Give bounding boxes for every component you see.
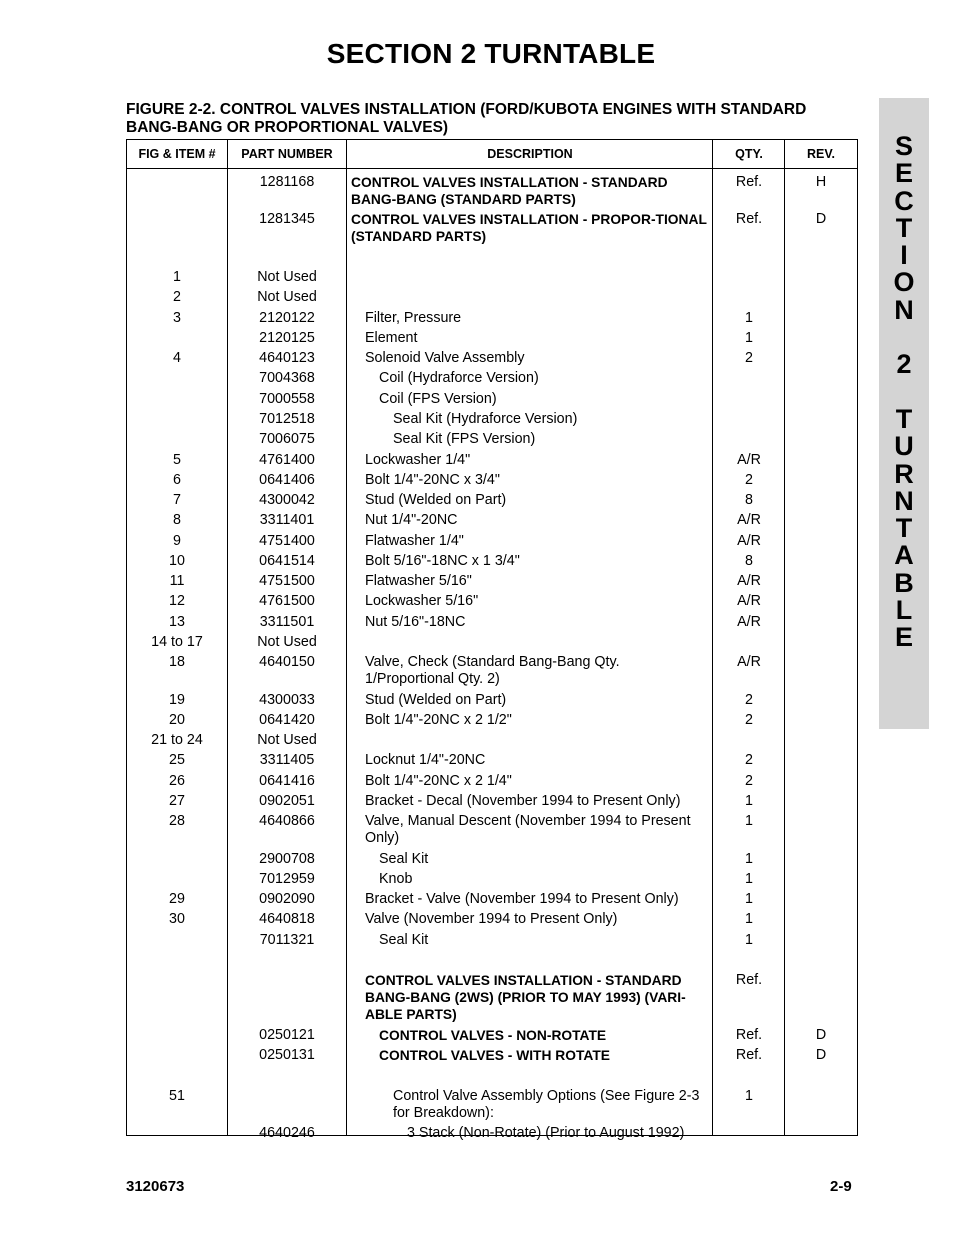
part-number-cell: 1281168 <box>259 174 315 190</box>
qty-cell: A/R <box>737 533 761 549</box>
page-number: 2-9 <box>830 1178 852 1195</box>
part-number-cell: 0641514 <box>259 553 315 569</box>
qty-cell: 8 <box>745 553 753 569</box>
part-number-cell: 4640866 <box>259 813 315 829</box>
part-number-cell: 1281345 <box>259 211 315 227</box>
description-cell: Control Valve Assembly Options (See Figure 2-3 for Breakdown): <box>393 1088 700 1121</box>
side-tab-letter: B <box>894 567 914 598</box>
part-number-cell: 0641416 <box>259 773 315 789</box>
fig-item-cell: 20 <box>169 712 185 728</box>
part-number-cell: 7000558 <box>259 391 315 407</box>
description-cell: Filter, Pressure <box>365 310 462 326</box>
side-tab-letter: I <box>900 240 908 271</box>
part-number-cell: 4640246 <box>259 1125 315 1141</box>
side-tab-letter: L <box>895 595 913 626</box>
qty-cell: 2 <box>745 472 753 488</box>
part-number-cell: 4761500 <box>259 593 315 609</box>
qty-cell: Ref. <box>735 211 763 227</box>
part-number-cell: 7004368 <box>259 370 315 386</box>
description-cell: CONTROL VALVES INSTALLATION - STANDARD BANG-BANG (2WS) (PRIOR TO MAY 1993) (VARI-ABLE PARTS) <box>365 973 686 1022</box>
qty-cell: A/R <box>737 654 761 670</box>
document-number: 3120673 <box>126 1178 185 1195</box>
figure-title: FIGURE 2-2. CONTROL VALVES INSTALLATION (FORD/KUBOTA ENGINES WITH STANDARD BANG-BANG OR PROPORTIONAL VALVES) <box>126 101 807 136</box>
fig-item-cell: 2 <box>173 289 181 305</box>
fig-item-cell: 18 <box>169 654 185 670</box>
description-cell: Seal Kit <box>379 932 429 948</box>
qty-cell: Ref. <box>735 174 763 190</box>
qty-cell: 1 <box>745 932 753 948</box>
part-number-cell: 2120122 <box>259 310 315 326</box>
part-number-cell: 4300042 <box>259 492 315 508</box>
description-cell: Coil (FPS Version) <box>379 391 497 407</box>
qty-cell: 2 <box>745 752 753 768</box>
side-tab-letter: C <box>894 185 914 216</box>
part-number-cell: 0641420 <box>259 712 315 728</box>
fig-item-cell: 4 <box>173 350 181 366</box>
fig-item-cell: 25 <box>169 752 185 768</box>
part-number-cell: 7011321 <box>259 932 315 948</box>
part-number-cell: 4761400 <box>259 452 315 468</box>
part-number-cell: 3311405 <box>259 752 315 768</box>
side-tab-letter: A <box>894 540 914 571</box>
qty-cell: 1 <box>745 891 753 907</box>
description-cell: Seal Kit (FPS Version) <box>393 431 536 447</box>
qty-cell: 1 <box>745 871 753 887</box>
rev-cell: H <box>815 174 827 190</box>
part-number-cell: 7006075 <box>259 431 315 447</box>
description-cell: CONTROL VALVES INSTALLATION - PROPOR-TIONAL (STANDARD PARTS) <box>351 212 707 244</box>
side-tab-letter: E <box>894 622 913 653</box>
fig-item-cell: 19 <box>169 692 185 708</box>
description-cell: Bracket - Valve (November 1994 to Present Only) <box>365 891 679 907</box>
part-number-cell: 7012959 <box>259 871 315 887</box>
fig-item-cell: 5 <box>173 452 181 468</box>
fig-item-cell: 51 <box>169 1088 185 1104</box>
qty-cell: 1 <box>745 1088 753 1104</box>
rev-cell: D <box>815 1027 827 1043</box>
description-cell: Flatwasher 5/16" <box>365 573 472 589</box>
fig-item-cell: 29 <box>169 891 185 907</box>
qty-cell: A/R <box>737 452 761 468</box>
qty-cell: Ref. <box>735 1027 763 1043</box>
fig-item-cell: 13 <box>169 614 185 630</box>
section-side-tab <box>879 98 929 729</box>
fig-item-cell: 27 <box>169 793 185 809</box>
parts-table <box>126 139 858 1141</box>
part-number-cell: Not Used <box>257 289 317 305</box>
part-number-cell: 4751400 <box>259 533 315 549</box>
fig-item-cell: 26 <box>169 773 185 789</box>
qty-cell: 2 <box>745 692 753 708</box>
part-number-cell: 0902090 <box>259 891 315 907</box>
header-part-number: PART NUMBER <box>241 147 333 161</box>
description-cell: Nut 1/4"-20NC <box>365 512 458 528</box>
fig-item-cell: 9 <box>173 533 181 549</box>
description-cell: Lockwasher 5/16" <box>365 593 479 609</box>
part-number-cell: 0250131 <box>259 1047 315 1063</box>
fig-item-cell: 3 <box>173 310 181 326</box>
description-cell: Bolt 1/4"-20NC x 2 1/4" <box>365 773 512 789</box>
description-cell: Solenoid Valve Assembly <box>365 350 525 366</box>
qty-cell: 1 <box>745 310 753 326</box>
description-cell: Valve, Manual Descent (November 1994 to Present Only) <box>365 813 691 846</box>
header-fig-item: FIG & ITEM # <box>138 147 216 161</box>
part-number-cell: 2120125 <box>259 330 315 346</box>
side-tab-letter: T <box>895 212 913 243</box>
header-qty: QTY. <box>735 147 763 161</box>
part-number-cell: Not Used <box>257 634 317 650</box>
fig-item-cell: 1 <box>173 269 181 285</box>
part-number-cell: 0250121 <box>259 1027 315 1043</box>
part-number-cell: 4300033 <box>259 692 315 708</box>
fig-item-cell: 14 to 17 <box>151 634 203 650</box>
part-number-cell: 4640150 <box>259 654 315 670</box>
part-number-cell: 4640818 <box>259 911 315 927</box>
qty-cell: 2 <box>745 350 753 366</box>
side-tab-letter: E <box>894 158 913 189</box>
description-cell: CONTROL VALVES - NON-ROTATE <box>379 1028 607 1043</box>
part-number-cell: 0641406 <box>259 472 315 488</box>
qty-cell: A/R <box>737 512 761 528</box>
part-number-cell: 3311401 <box>259 512 315 528</box>
side-tab-letter: N <box>894 294 914 325</box>
fig-item-cell: 8 <box>173 512 181 528</box>
rev-cell: D <box>815 1047 827 1063</box>
qty-cell: 1 <box>745 851 753 867</box>
description-cell: Valve (November 1994 to Present Only) <box>365 911 618 927</box>
qty-cell: 2 <box>745 773 753 789</box>
fig-item-cell: 30 <box>169 911 185 927</box>
part-number-cell: 4640123 <box>259 350 315 366</box>
section-title: SECTION 2 TURNTABLE <box>326 38 656 69</box>
qty-cell: 1 <box>745 330 753 346</box>
fig-item-cell: 7 <box>173 492 181 508</box>
description-cell: Stud (Welded on Part) <box>365 492 507 508</box>
fig-item-cell: 10 <box>169 553 185 569</box>
part-number-cell: Not Used <box>257 732 317 748</box>
qty-cell: 2 <box>745 712 753 728</box>
rev-cell: D <box>815 211 827 227</box>
description-cell: Valve, Check (Standard Bang-Bang Qty. 1/Proportional Qty. 2) <box>365 654 620 687</box>
side-tab-letter: S <box>894 131 913 161</box>
side-tab-letter <box>879 379 929 406</box>
side-tab-letters <box>879 133 929 652</box>
description-cell: Element <box>365 330 418 346</box>
qty-cell: 8 <box>745 492 753 508</box>
description-cell: Nut 5/16"-18NC <box>365 614 466 630</box>
description-cell: Flatwasher 1/4" <box>365 533 464 549</box>
description-cell: Knob <box>379 871 413 887</box>
description-cell: Seal Kit <box>379 851 429 867</box>
fig-item-cell: 6 <box>173 472 181 488</box>
description-cell: Bolt 1/4"-20NC x 3/4" <box>365 472 500 488</box>
fig-item-cell: 11 <box>169 573 185 589</box>
header-rev: REV. <box>806 147 836 161</box>
header-description: DESCRIPTION <box>487 147 573 161</box>
description-cell: CONTROL VALVES - WITH ROTATE <box>379 1048 610 1063</box>
qty-cell: Ref. <box>735 1047 763 1063</box>
description-cell: Locknut 1/4"-20NC <box>365 752 486 768</box>
part-number-cell: 2900708 <box>259 851 315 867</box>
description-cell: Lockwasher 1/4" <box>365 452 471 468</box>
qty-cell: 1 <box>745 813 753 829</box>
side-tab-letter: U <box>894 431 914 462</box>
table-header <box>127 140 857 169</box>
qty-cell: A/R <box>737 573 761 589</box>
fig-item-cell: 21 to 24 <box>151 732 203 748</box>
side-tab-letter: N <box>894 485 914 516</box>
qty-cell: 1 <box>745 793 753 809</box>
side-tab-letter: O <box>893 267 915 298</box>
description-cell: Bolt 1/4"-20NC x 2 1/2" <box>365 712 512 728</box>
part-number-cell: 0902051 <box>259 793 315 809</box>
fig-item-cell: 28 <box>169 813 185 829</box>
side-tab-letter: 2 <box>896 349 912 380</box>
part-number-cell: Not Used <box>257 269 317 285</box>
description-cell: Seal Kit (Hydraforce Version) <box>393 411 578 427</box>
description-cell: Bracket - Decal (November 1994 to Present Only) <box>365 793 681 809</box>
description-cell: 3 Stack (Non-Rotate) (Prior to August 1992) <box>407 1125 685 1141</box>
description-cell: CONTROL VALVES INSTALLATION - STANDARD BANG-BANG (STANDARD PARTS) <box>351 175 668 207</box>
fig-item-cell: 12 <box>169 593 185 609</box>
part-number-cell: 3311501 <box>259 614 315 630</box>
part-number-cell: 4751500 <box>259 573 315 589</box>
side-tab-letter: T <box>895 513 913 544</box>
part-number-cell: 7012518 <box>259 411 315 427</box>
side-tab-letter: R <box>894 458 914 489</box>
description-cell: Bolt 5/16"-18NC x 1 3/4" <box>365 553 520 569</box>
qty-cell: A/R <box>737 593 761 609</box>
side-tab-letter <box>879 324 929 351</box>
qty-cell: A/R <box>737 614 761 630</box>
qty-cell: Ref. <box>735 972 763 988</box>
description-cell: Coil (Hydraforce Version) <box>379 370 539 386</box>
side-tab-letter: T <box>895 403 913 434</box>
description-cell: Stud (Welded on Part) <box>365 692 507 708</box>
qty-cell: 1 <box>745 911 753 927</box>
